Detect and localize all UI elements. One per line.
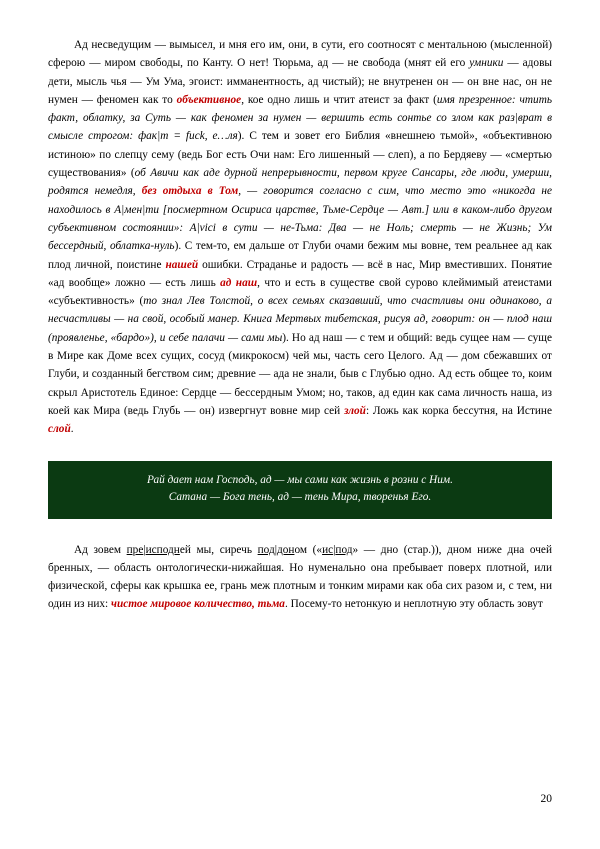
text-run: | xyxy=(143,543,146,556)
text-run: , — говорится согласно с сим, что место это «никогда не находилось в А xyxy=(48,185,552,216)
text-run: ис xyxy=(322,543,334,556)
text-run: : Ложь как корка бессутня, на Истине xyxy=(365,404,552,417)
text-run: | xyxy=(121,203,125,216)
text-run: ошибки. Страданье и радость — всё в нас, Мир вместивших. Понятие «ад вообще» ложно — есть лишь xyxy=(48,258,552,289)
text-run: | xyxy=(274,543,277,556)
text-run: пре xyxy=(126,543,144,556)
paragraph-two xyxy=(48,541,552,614)
text-run: | xyxy=(142,203,146,216)
text-run: нашей xyxy=(165,258,199,271)
highlighted-quote-block xyxy=(48,461,552,519)
text-run: чистое мировое количество, тьма xyxy=(111,598,285,611)
text-run: злой xyxy=(344,404,366,417)
text-run: умники xyxy=(469,57,504,70)
text-run: то знал Лев Толстой, о всех семьях сказавший, что счастливы они одинаково, а несчастливы — на свой, особый манер. Книга Мертвых тибетская, рисуя ад, говорит: он — плод наш (проявленье, «бардо»), и себе палачи — сами мы xyxy=(48,295,552,344)
text-run: vici xyxy=(199,221,216,234)
quote-line-1: Рай дает нам Господь, ад — мы сами как жизнь в розни с Ним. xyxy=(147,473,453,486)
text-run: слой xyxy=(48,423,71,436)
text-run: | xyxy=(333,543,336,556)
text-run: | xyxy=(196,221,200,234)
text-run: ). С тем и зовет его Библия «внешнею тьмой», «объективною истиною» по слепцу сему (ведь Бог есть Очи нам: Его лишенный — слеп), а по Бердяеву — «смертью существования» ( xyxy=(48,130,552,180)
text-run: мен xyxy=(124,203,143,216)
text-run: Ад несведущим — вымысел, и мня его им, они, в сути, его соотносят с ментальною (мысленной) сферою — миром свободы, по Канту. О нет! Тюрьма, ад — не свобода (мнят ей его xyxy=(48,39,552,70)
text-run: без отдыха в Том xyxy=(141,185,239,198)
text-run: ад наш xyxy=(220,276,258,289)
text-run: , что и есть в существе свой сурово клеймимый атеистами «субъективность» ( xyxy=(48,276,552,308)
text-run: ). Но ад наш — с тем и общий: ведь сущее нам — суще в Мире как Доме всех сущих, сосуд (микрокосм) чей мы, часть сего Целого. Ад — дом сбежавших от Глуби, и созданный бегством сим; древние — ада не знали, быв с Глубью одно. Ад есть общее то, коим скрыл Аристотель Единое: Сердце — бессердным Умом; но, таков, ад един как сама личность наша, из коей как Мира (ведь Глубь — он) извергнут вовне мир сей xyxy=(48,331,553,417)
text-run: . xyxy=(70,423,74,436)
text-run: . Посему-то нетонкую и неплотную эту область зовут xyxy=(284,598,543,611)
text-run: под xyxy=(335,543,353,556)
text-run: ти [посмертном Осириса царстве, Тьме-Сердце — Авт.] или в каком-либо другом субъективном состоянии»: А xyxy=(48,203,552,234)
text-run: объективное xyxy=(176,93,242,106)
page-number: 20 xyxy=(540,793,552,805)
text-run: | xyxy=(157,130,161,143)
text-run: — адовы дети, мысль чья — Ум Ума, эгоист: имманентность, ад чистый); не внутренен он — он вне нас, он не нумен — феномен как то xyxy=(48,57,553,106)
text-run: имя презренное: чтить факт, облатку, за Суть — как феномен за нумен — вершить есть сонтье со злом как раз xyxy=(48,93,552,125)
paragraph-one xyxy=(48,36,552,439)
text-run: ). С тем-то, ем дальше от Глуби очами бежим мы вовне, тем реальнее ад как плод личной, поистине xyxy=(48,240,552,271)
text-run: в сути — не-Тьма: Два — не Ноль; смерть — не Жизнь; Ум бессердный, облатка-нуль xyxy=(48,221,552,253)
text-run: ом (« xyxy=(294,543,323,556)
text-run: исподн xyxy=(145,543,180,556)
text-run: врат в смысле строгом: фак xyxy=(48,112,553,143)
text-run: ей мы, сиречь xyxy=(179,543,258,556)
text-run: т = fuck, е…ля xyxy=(160,130,238,143)
quote-line-2: Сатана — Бога тень, ад — тень Мира, творенья Его. xyxy=(168,491,432,504)
text-run: » — дно (стар.)), дном ниже дна очей бренных, — область онтологически-нижайшая. Но нуменально она пребывает поверх плотной, или физической, сферы как крышка ее, грань меж плотным и тонким мирами как оба сих разом и, с тем, ни один из них: xyxy=(48,543,552,611)
text-run: дон xyxy=(277,543,295,556)
text-run: Ад зовем xyxy=(74,543,127,556)
text-run: под xyxy=(257,543,275,556)
text-run: об Авичи как аде дурной непрерывности, первом круге Сансары, где люди, умерши, родятся немедля, xyxy=(48,167,553,198)
text-run: , кое одно лишь и чтит атеист за факт ( xyxy=(241,93,437,106)
text-run: | xyxy=(514,112,518,125)
